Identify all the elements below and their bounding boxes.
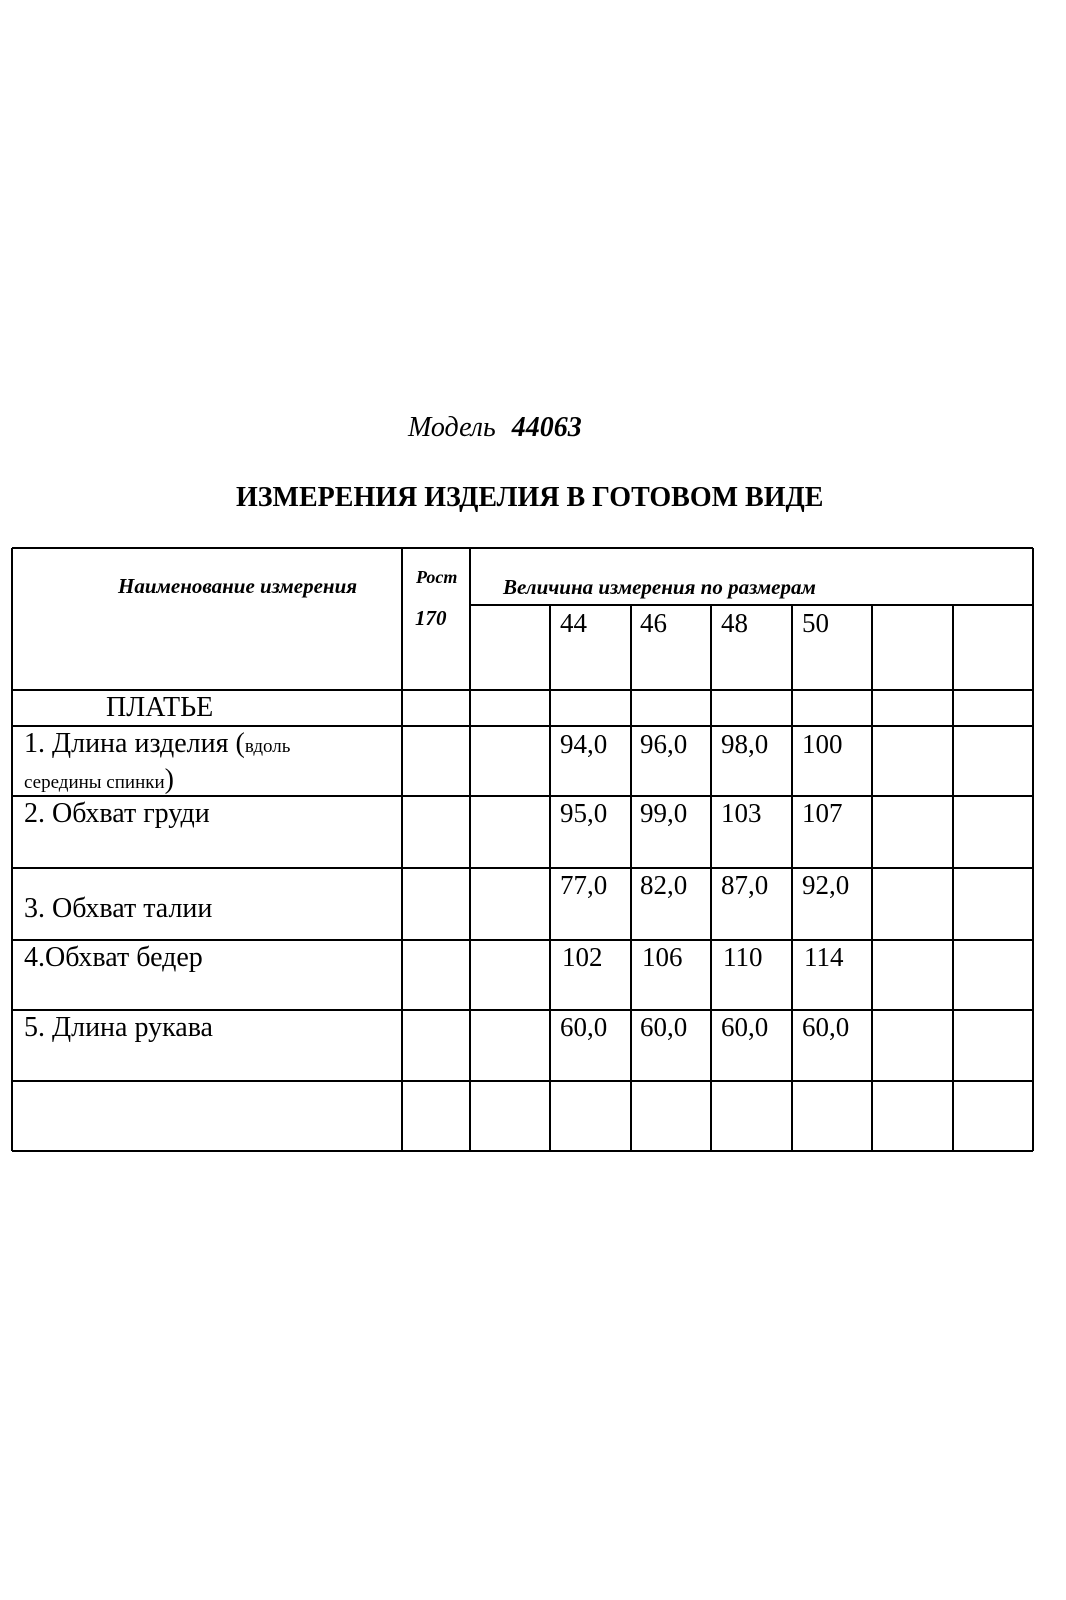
size-46: 46 — [640, 608, 667, 638]
cell-value: 92,0 — [802, 870, 850, 900]
cell-value: 60,0 — [640, 1012, 688, 1042]
cell-value: 60,0 — [560, 1012, 608, 1042]
size-50: 50 — [802, 608, 829, 638]
cell-value: 110 — [723, 942, 763, 972]
row-name-note: вдоль — [244, 736, 291, 757]
cell-value: 60,0 — [802, 1012, 850, 1042]
size-44: 44 — [560, 608, 587, 638]
row-name: 3. Обхват талии — [24, 893, 213, 924]
row-name: 5. Длина рукава — [24, 1012, 213, 1043]
row-name-continued — [24, 766, 174, 794]
size-48: 48 — [721, 608, 748, 638]
row-name: 4.Обхват бедер — [24, 942, 203, 973]
cell-value: 107 — [802, 798, 843, 828]
sizes-header: Величина измерения по размерам — [503, 575, 816, 599]
section-label: ПЛАТЬЕ — [106, 692, 214, 723]
cell-value: 100 — [802, 729, 843, 759]
cell-value: 114 — [804, 942, 844, 972]
cell-value: 106 — [642, 942, 683, 972]
cell-value: 87,0 — [721, 870, 769, 900]
page-title: ИЗМЕРЕНИЯ ИЗДЕЛИЯ В ГОТОВОМ ВИДЕ — [236, 482, 824, 513]
height-value: 170 — [415, 606, 447, 630]
cell-value: 82,0 — [640, 870, 688, 900]
model-label: Модель — [408, 412, 496, 443]
name-column-header: Наименование измерения — [118, 574, 358, 598]
cell-value: 95,0 — [560, 798, 608, 828]
cell-value: 96,0 — [640, 729, 688, 759]
cell-value: 103 — [721, 798, 762, 828]
height-label: Рост — [416, 567, 458, 587]
cell-value: 77,0 — [560, 870, 608, 900]
cell-value: 60,0 — [721, 1012, 769, 1042]
cell-value: 99,0 — [640, 798, 688, 828]
row-name: 2. Обхват груди — [24, 798, 210, 829]
cell-value: 94,0 — [560, 729, 608, 759]
model-number: 44063 — [511, 412, 582, 443]
row-name — [24, 730, 290, 758]
cell-value: 98,0 — [721, 729, 769, 759]
row-name-note2: середины спинки — [24, 772, 165, 793]
row-name-text: 1. Длина изделия ( — [24, 728, 245, 759]
cell-value: 102 — [562, 942, 603, 972]
row-name-close: ) — [164, 764, 174, 795]
